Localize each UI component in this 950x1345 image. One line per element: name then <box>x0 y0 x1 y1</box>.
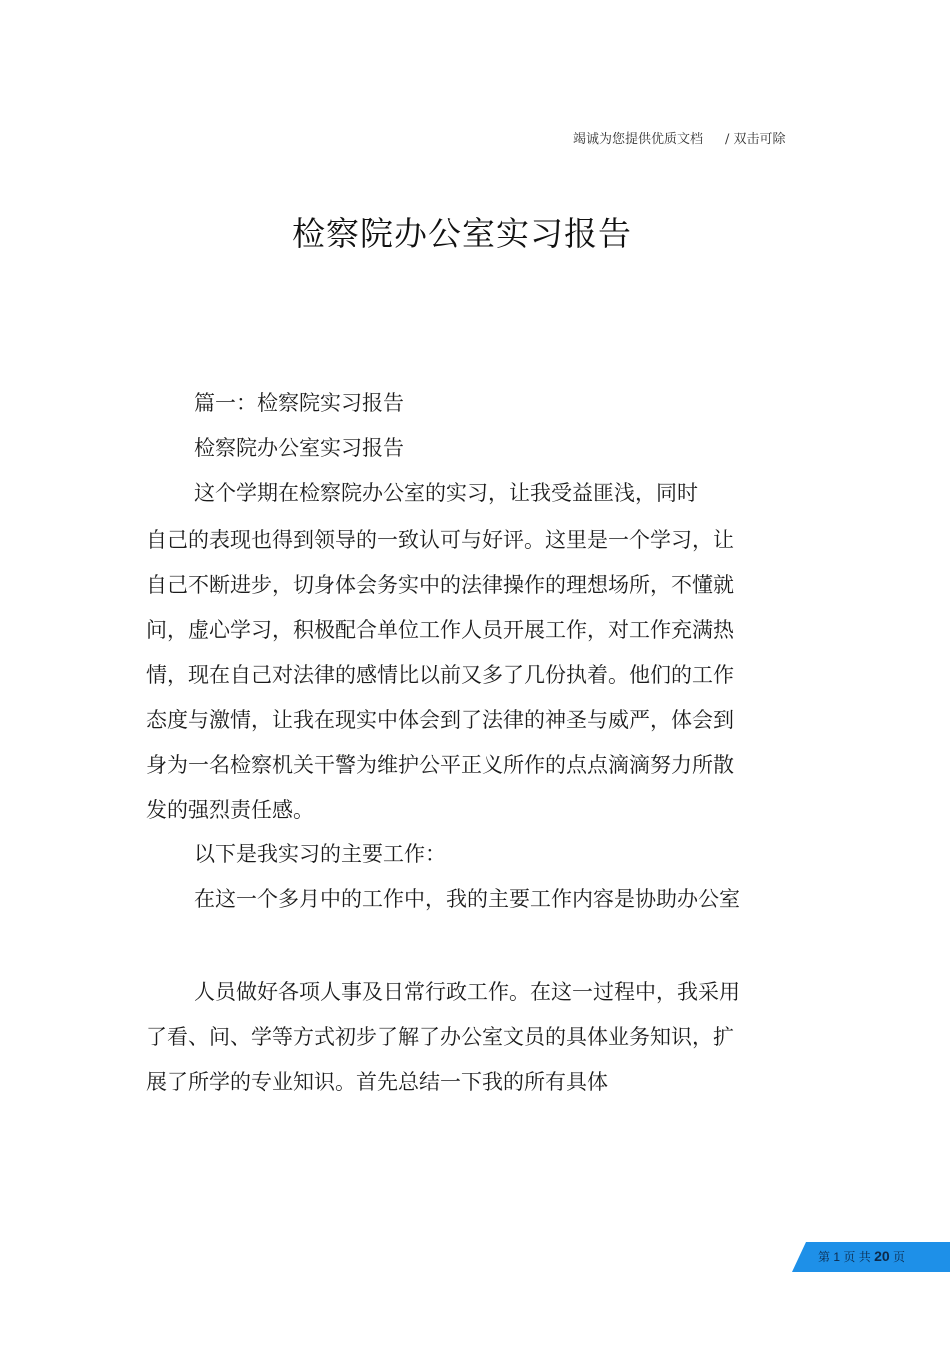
current-page: 1 <box>833 1250 841 1264</box>
paragraph-work-line: 在这一个多月中的工作中，我的主要工作内容是协助办公室 <box>194 887 740 911</box>
total-pages: 20 <box>874 1248 890 1264</box>
paragraph-work-body: 人员做好各项人事及日常行政工作。在这一过程中，我采用了看、问、学等方式初步了解了办公室文员的具体业务知识，扩展了所学的专业知识。首先总结一下我的所有具体 <box>146 980 740 1094</box>
document-title: 检察院办公室实习报告 <box>292 214 632 253</box>
header-remove-hint: / 双击可除 <box>725 132 786 147</box>
paragraph-intro-body: 自己的表现也得到领导的一致认可与好评。这里是一个学习，让自己不断进步，切身体会务实中的法律操作的理想场所，不懂就问，虚心学习，积极配合单位工作人员开展工作，对工作充满热情，现在自己对法律的感情比以前又多了几份执着。他们的工作态度与激情，让我在现实中体会到了法律的神圣与威严，体会到身为一名检察机关干警为维护公平正义所作的点点滴滴努力所散发的强烈责任感。 <box>146 528 734 822</box>
paragraph-work-heading: 以下是我实习的主要工作： <box>194 842 446 866</box>
page-number-tag <box>792 1242 950 1272</box>
page-prefix: 第 <box>818 1250 831 1264</box>
paragraph-heading-1: 篇一：检察院实习报告 <box>194 391 404 415</box>
page-suffix: 页 <box>893 1250 906 1264</box>
paragraph-intro-line: 这个学期在检察院办公室的实习，让我受益匪浅，同时 <box>194 481 698 505</box>
page-indicator <box>818 1248 905 1265</box>
header-note <box>573 128 786 147</box>
page-mid: 页 共 <box>843 1250 871 1264</box>
paragraph-heading-2: 检察院办公室实习报告 <box>194 436 404 460</box>
header-slogan: 竭诚为您提供优质文档 <box>573 132 704 147</box>
